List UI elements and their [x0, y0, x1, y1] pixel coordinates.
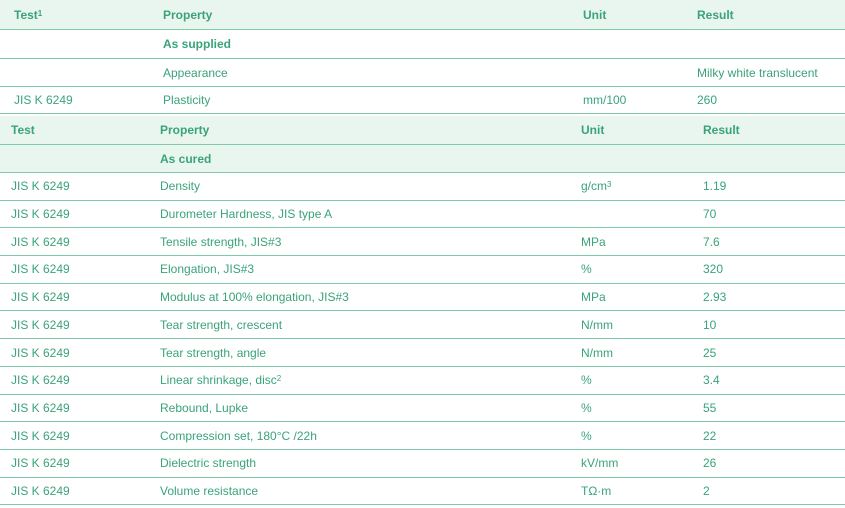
- cell-property-text: Plasticity: [163, 93, 211, 107]
- cell-unit: [581, 367, 592, 394]
- cell-property-text: Linear shrinkage, disc: [160, 373, 277, 388]
- cell-unit-text: %: [581, 400, 592, 415]
- cell-test-text: JIS K 6249: [11, 207, 70, 222]
- cell-result: [703, 173, 726, 200]
- cell-unit-text: g/cm: [581, 179, 608, 194]
- table-row: [0, 367, 845, 395]
- cell-result-text: 260: [697, 93, 718, 107]
- header-unit: [583, 0, 606, 29]
- cell-unit-text: kV/mm: [581, 456, 619, 471]
- cell-property-text: Appearance: [163, 65, 228, 80]
- table-row: [0, 395, 845, 423]
- cell-result-text: 26: [703, 456, 717, 471]
- header-property: [160, 116, 209, 144]
- cell-test-text: JIS K 6249: [11, 290, 70, 305]
- cell-result: [703, 256, 723, 283]
- header-property-text: Property: [163, 7, 213, 22]
- cell-result: [703, 450, 716, 477]
- cell-test-text: JIS K 6249: [11, 428, 70, 443]
- cell-result-text: 70: [703, 207, 717, 222]
- cell-unit-text: %: [581, 373, 592, 388]
- cell-property: [160, 228, 281, 255]
- header-property: [163, 0, 212, 29]
- cell-result-text: 25: [703, 345, 717, 360]
- section-row: [0, 145, 845, 173]
- cell-property-text: Durometer Hardness, JIS type A: [160, 207, 333, 222]
- cell-test-text: JIS K 6249: [11, 484, 70, 499]
- cell-test: [14, 87, 73, 113]
- cell-property-text: Tear strength, angle: [160, 345, 267, 360]
- table-row: [0, 173, 845, 201]
- cell-unit: [581, 395, 592, 422]
- cell-property-text: Rebound, Lupke: [160, 400, 249, 415]
- cell-result: [703, 478, 710, 505]
- cell-unit: [581, 228, 606, 255]
- cell-test: [11, 312, 70, 339]
- cell-property: [163, 87, 210, 113]
- cell-property: [160, 173, 200, 200]
- cell-property-text: Tensile strength, JIS#3: [160, 234, 282, 249]
- cell-property: [160, 256, 254, 283]
- cell-test: [11, 201, 70, 228]
- cell-result-text: 2.93: [703, 290, 727, 305]
- cell-result-text: 55: [703, 400, 717, 415]
- cell-test-text: JIS K 6249: [11, 373, 70, 388]
- cell-unit-text: TΩ·m: [581, 484, 612, 499]
- cell-unit-text: MPa: [581, 290, 606, 305]
- cell-test-text: JIS K 6249: [11, 400, 70, 415]
- cell-result: [703, 201, 716, 228]
- table-row: [0, 312, 845, 340]
- cell-unit: [581, 312, 613, 339]
- cell-property: [163, 59, 228, 86]
- header-property-text: Property: [160, 123, 210, 137]
- cell-result-text: 10: [703, 317, 717, 332]
- cell-result: [703, 284, 726, 311]
- header-result-text: Result: [697, 7, 734, 22]
- cell-property: [160, 450, 256, 477]
- cell-unit: [581, 339, 613, 366]
- cell-test: [11, 339, 70, 366]
- cell-unit: [581, 284, 606, 311]
- cell-result-text: 320: [703, 262, 724, 277]
- cell-result: [703, 395, 716, 422]
- cell-unit: [581, 450, 618, 477]
- header-result: [697, 0, 734, 29]
- header-unit-text: Unit: [583, 7, 607, 22]
- cell-result: [703, 312, 716, 339]
- cell-test-text: JIS K 6249: [14, 93, 73, 107]
- table-row: [0, 228, 845, 256]
- cell-unit-text: %: [581, 262, 592, 277]
- section-label: [160, 145, 211, 172]
- section-label-text: As cured: [160, 151, 212, 166]
- table-row: [0, 87, 845, 114]
- cell-test: [11, 422, 70, 449]
- section-label-text: As supplied: [163, 37, 232, 51]
- table-row: [0, 422, 845, 450]
- cell-test-text: JIS K 6249: [11, 234, 70, 249]
- cell-result-text: 3.4: [703, 373, 720, 388]
- cell-property-text: Dielectric strength: [160, 456, 257, 471]
- cell-test: [11, 173, 70, 200]
- cell-unit-text: N/mm: [581, 345, 613, 360]
- cell-test: [11, 450, 70, 477]
- cell-test: [11, 478, 70, 505]
- cell-property: [160, 422, 317, 449]
- table-row: [0, 478, 845, 506]
- cell-result-text: 1.19: [703, 179, 727, 194]
- cell-property-text: Volume resistance: [160, 484, 259, 499]
- cell-unit-text: %: [581, 428, 592, 443]
- cell-test-text: JIS K 6249: [11, 262, 70, 277]
- cell-property-text: Compression set, 180°C /22h: [160, 428, 317, 443]
- cell-result: [703, 228, 720, 255]
- section-label: [163, 30, 231, 58]
- cell-unit: g/cm $^3$: [581, 179, 612, 194]
- cell-unit-text: MPa: [581, 234, 606, 249]
- header-result-text: Result: [703, 123, 740, 137]
- cell-unit-text: N/mm: [581, 317, 613, 332]
- cell-property: [160, 312, 282, 339]
- cell-test-text: JIS K 6249: [11, 179, 70, 194]
- table-row: [0, 256, 845, 284]
- cell-property-text: Tear strength, crescent: [160, 317, 283, 332]
- cell-test-text: JIS K 6249: [11, 345, 70, 360]
- table-row: [0, 339, 845, 367]
- cell-result: [697, 59, 818, 86]
- table-header-row: [0, 0, 845, 30]
- header-unit: [581, 116, 604, 144]
- cell-result: [703, 339, 716, 366]
- cell-test: [11, 367, 70, 394]
- cell-property: Linear shrinkage, disc $^2$: [160, 373, 282, 388]
- cell-result: [703, 367, 720, 394]
- cell-unit: [581, 478, 611, 505]
- cell-property: [160, 339, 266, 366]
- cell-result-text: Milky white translucent: [697, 65, 818, 80]
- cell-property-text: Density: [160, 179, 201, 194]
- table-header-row: [0, 116, 845, 145]
- table-row: [0, 450, 845, 478]
- cell-test: [11, 284, 70, 311]
- cell-result-text: 7.6: [703, 234, 720, 249]
- header-test: Test $^1$: [14, 7, 43, 22]
- cell-result-text: 22: [703, 428, 717, 443]
- cell-property-text: Modulus at 100% elongation, JIS#3: [160, 290, 349, 305]
- cell-property: [160, 395, 248, 422]
- cell-result: [703, 422, 716, 449]
- cell-unit: [581, 422, 592, 449]
- cell-unit: [583, 87, 626, 113]
- header-unit-text: Unit: [581, 123, 605, 137]
- header-test-text: Test: [14, 7, 38, 22]
- table-row: [0, 59, 845, 87]
- header-test: [11, 116, 35, 144]
- table-row: [0, 201, 845, 229]
- cell-property: [160, 284, 349, 311]
- cell-test-text: JIS K 6249: [11, 317, 70, 332]
- table-row: [0, 284, 845, 312]
- cell-result-text: 2: [703, 484, 710, 499]
- header-result: [703, 116, 740, 144]
- cell-unit: [581, 256, 592, 283]
- section-row: [0, 30, 845, 59]
- cell-unit-text: mm/100: [583, 93, 627, 107]
- header-test-text: Test: [11, 123, 35, 137]
- cell-property-text: Elongation, JIS#3: [160, 262, 255, 277]
- cell-test: [11, 256, 70, 283]
- cell-test: [11, 228, 70, 255]
- cell-property: [160, 478, 258, 505]
- cell-result: [697, 87, 717, 113]
- cell-test: [11, 395, 70, 422]
- cell-test-text: JIS K 6249: [11, 456, 70, 471]
- cell-property: [160, 201, 332, 228]
